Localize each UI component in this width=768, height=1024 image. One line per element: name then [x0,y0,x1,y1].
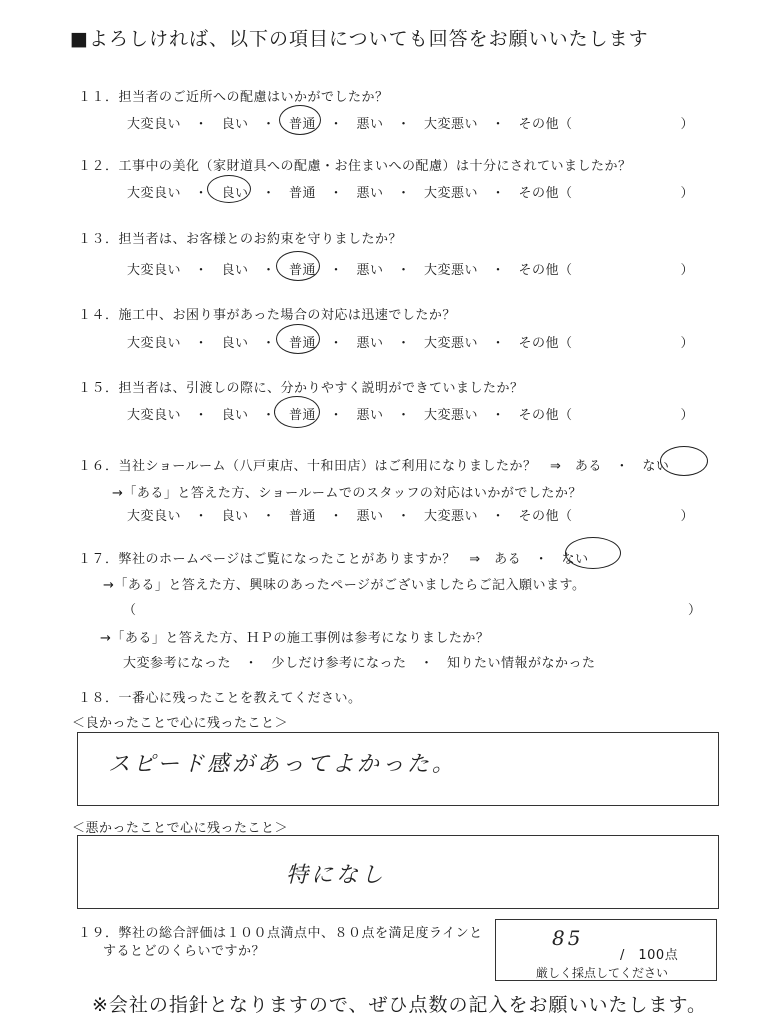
q17-sub2: →「ある」と答えた方、ＨＰの施工事例は参考になりましたか？ [100,631,490,646]
q16-question: １６．当社ショールーム（八戸東店、十和田店）はご利用になりましたか？ ⇒ ある ・ ない [78,459,670,474]
q13-options: 大変良い ・ 良い ・ 普通 ・ 悪い ・ 大変悪い ・ その他（ ） [127,263,695,278]
q13-question: １３．担当者は、お客様とのお約束を守りましたか？ [78,232,403,247]
q18-bad-box [77,835,719,909]
q12-answer-circle [207,175,251,203]
q17-sub1: →「ある」と答えた方、興味のあったページがございましたらご記入願います。 [103,578,586,593]
page-header: ■よろしければ、以下の項目についても回答をお願いいたします [70,28,649,50]
q17-answer-circle [565,537,621,569]
q18-good-answer: スピード感があってよかった。 [108,752,457,777]
q18-good-label: ＜良かったことで心に残ったこと＞ [72,716,289,731]
q18-bad-label: ＜悪かったことで心に残ったこと＞ [72,821,289,836]
q16-options: 大変良い ・ 良い ・ 普通 ・ 悪い ・ 大変悪い ・ その他（ ） [127,509,695,524]
q18-good-box [77,732,719,806]
q19-score-answer: 85 [552,926,584,950]
q12-options: 大変良い ・ 良い ・ 普通 ・ 悪い ・ 大変悪い ・ その他（ ） [127,186,695,201]
q19-line1: １９．弊社の総合評価は１００点満点中、８０点を満足度ラインと [78,926,483,941]
q18-question: １８．一番心に残ったことを教えてください。 [78,691,362,706]
q17-options: 大変参考になった ・ 少しだけ参考になった ・ 知りたい情報がなかった [123,656,596,671]
q16-sub: →「ある」と答えた方、ショールームでのスタッフの対応はいかがでしたか？ [112,486,582,501]
q15-options: 大変良い ・ 良い ・ 普通 ・ 悪い ・ 大変悪い ・ その他（ ） [127,408,695,423]
q14-answer-circle [276,324,320,354]
q16-answer-circle [660,446,708,476]
q14-options: 大変良い ・ 良い ・ 普通 ・ 悪い ・ 大変悪い ・ その他（ ） [127,336,695,351]
q15-question: １５．担当者は、引渡しの際に、分かりやすく説明ができていましたか？ [78,381,524,396]
q14-question: １４．施工中、お困り事があった場合の対応は迅速でしたか？ [78,308,456,323]
q18-bad-answer: 特になし [286,863,387,888]
q17-question: １７．弊社のホームページはご覧になったことがありますか？ ⇒ ある ・ ない [78,552,589,567]
q11-answer-circle [279,105,321,135]
page-footer: ※会社の指針となりますので、ぜひ点数の記入をお願いいたします。 [92,994,708,1016]
q15-answer-circle [274,396,320,428]
q19-score-box [495,919,717,981]
q17-paren-close: ） [688,603,702,618]
q11-options: 大変良い ・ 良い ・ 普通 ・ 悪い ・ 大変悪い ・ その他（ ） [127,117,695,132]
q19-score-note: 厳しく採点してください [536,966,669,980]
q11-question: １１．担当者のご近所への配慮はいかがでしたか？ [78,90,389,105]
q17-paren-open: （ [123,603,137,618]
q12-question: １２．工事中の美化（家財道具への配慮・お住まいへの配慮）は十分にされていましたか？ [78,159,632,174]
q19-score-max: / 100点 [620,948,679,963]
q13-answer-circle [276,251,320,281]
q19-line2: するとどのくらいですか？ [103,944,266,959]
